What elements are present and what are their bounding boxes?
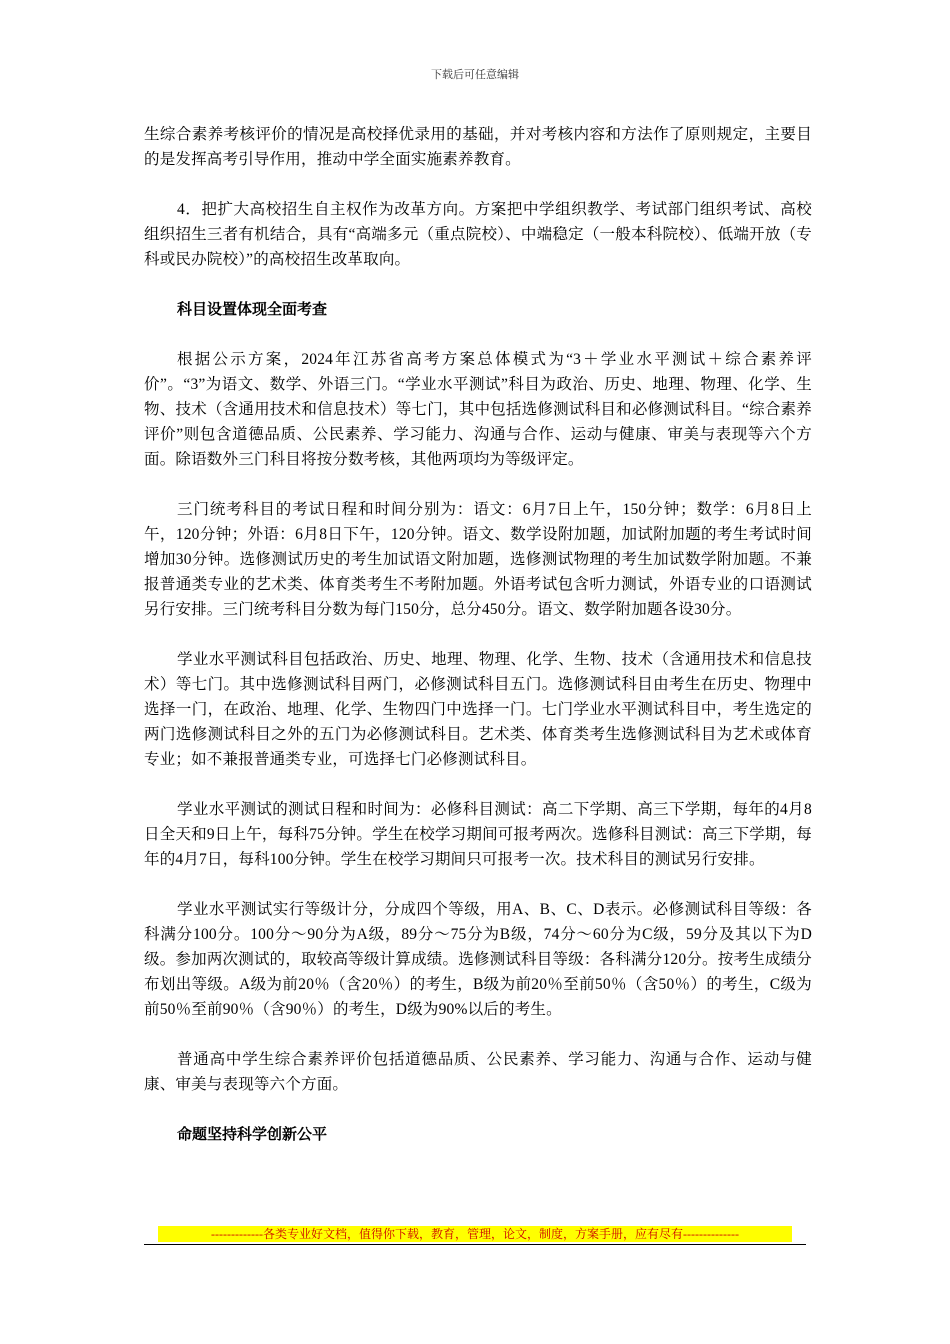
paragraph-3: 根据公示方案，2024年江苏省高考方案总体模式为“3＋学业水平测试＋综合素养评价”。“3”为语文、数学、外语三门。“学业水平测试”科目为政治、历史、地理、物理、化学、生物、技术（含通用技术和信息技术）等七门，其中包括选修测试科目和必修测试科目。“综合素养评价”则包含道德品质、公民素养、学习能力、沟通与合作、运动与健康、审美与表现等六个方面。除语数外三门科目将按分数考核，其他两项均为等级评定。 [144,351,812,468]
document-body [144,122,812,1172]
footer-banner: -------------各类专业好文档，值得你下载，教育，管理，论文，制度，方案手册，应有尽有-------------- [158,1226,792,1242]
paragraph-1: 生综合素养考核评价的情况是高校择优录用的基础，并对考核内容和方法作了原则规定，主要目的是发挥高考引导作用，推动中学全面实施素养教育。 [144,126,812,168]
section-heading-exam: 命题坚持科学创新公平 [177,1125,328,1143]
section-heading-subjects: 科目设置体现全面考查 [177,300,328,318]
paragraph-7: 学业水平测试实行等级计分，分成四个等级，用A、B、C、D表示。必修测试科目等级：各科满分100分。100分～90分为A级，89分～75分为B级，74分～60分为C级，59分及其以下为D级。参加两次测试的，取较高等级计算成绩。选修测试科目等级：各科满分120分。按考生成绩分布划出等级。A级为前20％（含20％）的考生，B级为前20％至前50％（含50％）的考生，C级为前50％至前90％（含90％）的考生，D级为90%以后的考生。 [144,901,812,1018]
paragraph-8: 普通高中学生综合素养评价包括道德品质、公民素养、学习能力、沟通与合作、运动与健康、审美与表现等六个方面。 [144,1051,812,1093]
page-header: 下载后可任意编辑 [431,69,519,81]
paragraph-4: 三门统考科目的考试日程和时间分别为：语文：6月7日上午，150分钟；数学：6月8日上午，120分钟；外语：6月8日下午，120分钟。语文、数学设附加题，加试附加题的考生考试时间增加30分钟。选修测试历史的考生加试语文附加题，选修测试物理的考生加试数学附加题。不兼报普通类专业的艺术类、体育类考生不考附加题。外语考试包含听力测试，外语专业的口语测试另行安排。三门统考科目分数为每门150分，总分450分。语文、数学附加题各设30分。 [144,501,812,618]
footer-divider [144,1244,806,1245]
paragraph-5: 学业水平测试科目包括政治、历史、地理、物理、化学、生物、技术（含通用技术和信息技术）等七门。其中选修测试科目两门，必修测试科目五门。选修测试科目由考生在历史、物理中选择一门，在政治、地理、化学、生物四门中选择一门。七门学业水平测试科目中，考生选定的两门选修测试科目之外的五门为必修测试科目。艺术类、体育类考生选修测试科目为艺术或体育专业；如不兼报普通类专业，可选择七门必修测试科目。 [144,651,812,768]
paragraph-6: 学业水平测试的测试日程和时间为：必修科目测试：高二下学期、高三下学期，每年的4月8日全天和9日上午，每科75分钟。学生在校学习期间可报考两次。选修科目测试：高三下学期，每年的4月7日，每科100分钟。学生在校学习期间只可报考一次。技术科目的测试另行安排。 [144,801,812,868]
paragraph-2: 4．把扩大高校招生自主权作为改革方向。方案把中学组织教学、考试部门组织考试、高校组织招生三者有机结合，具有“高端多元（重点院校）、中端稳定（一般本科院校）、低端开放（专科或民办院校）”的高校招生改革取向。 [144,201,812,268]
